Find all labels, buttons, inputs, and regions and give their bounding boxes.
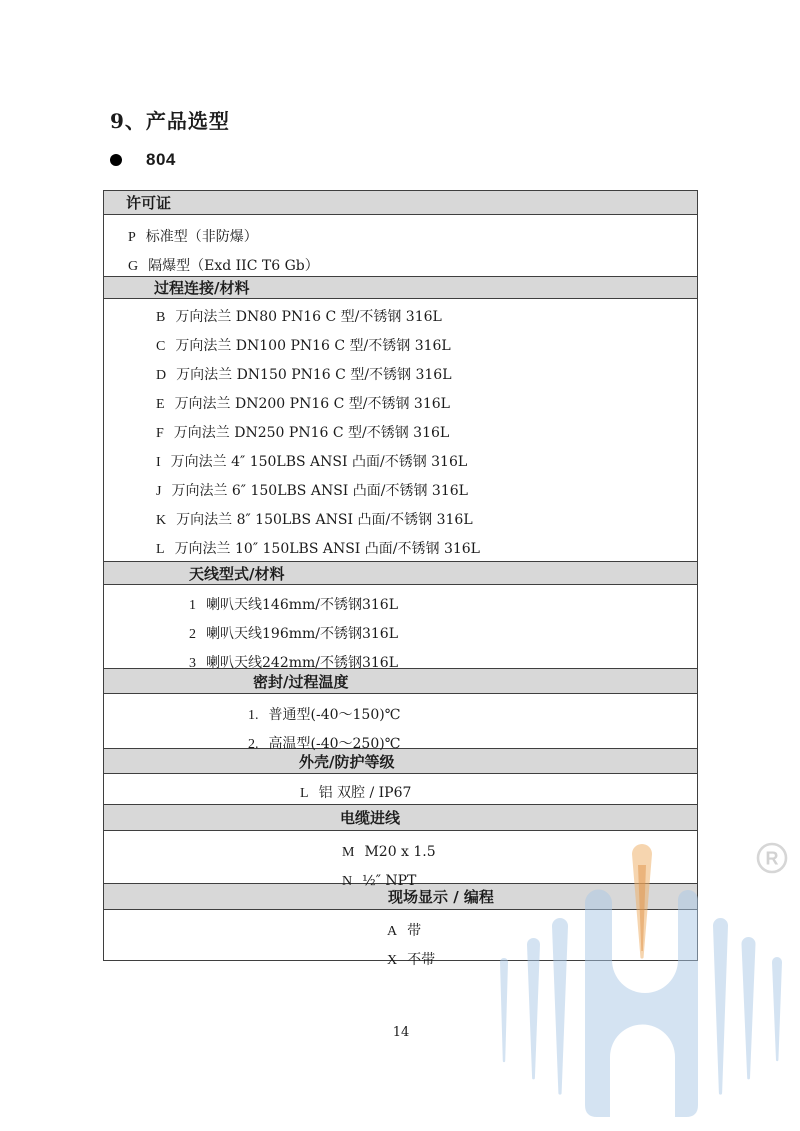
option-label: 万向法兰 8″ 150LBS ANSI 凸面/不锈钢 316L [176, 512, 473, 528]
option-code: 3 [189, 656, 196, 671]
registered-mark-icon [758, 844, 786, 872]
option-row [104, 701, 697, 730]
option-label: M20 x 1.5 [364, 844, 436, 860]
option-label: 铝 双腔 / IP67 [318, 785, 412, 801]
option-code: B [156, 310, 166, 325]
option-label: 万向法兰 DN100 PN16 C 型/不锈钢 316L [175, 338, 451, 354]
section-header [104, 883, 697, 910]
option-label: 不带 [407, 952, 436, 968]
option-code: C [156, 339, 166, 354]
option-label: 普通型(-40～150)℃ [268, 707, 401, 723]
section-header [104, 561, 697, 585]
section-header [104, 804, 697, 831]
option-label: 万向法兰 10″ 150LBS ANSI 凸面/不锈钢 316L [174, 541, 480, 557]
option-label: 标准型（非防爆） [145, 229, 258, 245]
option-label: 万向法兰 DN200 PN16 C 型/不锈钢 316L [174, 396, 450, 412]
option-code: F [156, 426, 164, 441]
option-row [104, 332, 697, 361]
option-code: A [387, 924, 398, 939]
section-header [104, 748, 697, 774]
option-code: L [156, 542, 165, 557]
option-code: 2. [248, 737, 259, 752]
section-body [104, 831, 697, 889]
watermark-bar-icon [713, 918, 728, 1095]
option-label: 万向法兰 DN150 PN16 C 型/不锈钢 316L [176, 367, 452, 383]
option-row [104, 620, 697, 649]
option-row [104, 390, 697, 419]
option-label: 带 [407, 923, 422, 939]
section-body [104, 774, 697, 804]
option-row [104, 591, 697, 620]
option-label: 万向法兰 6″ 150LBS ANSI 凸面/不锈钢 316L [171, 483, 468, 499]
option-row [104, 361, 697, 390]
option-label: 喇叭天线242mm/不锈钢316L [206, 655, 399, 671]
section-header [104, 191, 697, 215]
model-number: 804 [146, 150, 176, 169]
option-row [104, 946, 697, 975]
section-header-label: 现场显示 / 编程 [388, 888, 494, 906]
option-label: 万向法兰 DN80 PN16 C 型/不锈钢 316L [175, 309, 442, 325]
watermark-bar-icon [772, 957, 782, 1061]
model-heading [110, 150, 176, 170]
option-code: L [300, 786, 309, 801]
section-body [104, 299, 697, 561]
page-title: 9、产品选型 [110, 109, 230, 133]
section-header-label: 许可证 [126, 194, 172, 212]
option-code: D [156, 368, 167, 383]
option-row [104, 838, 697, 867]
option-label: ½″ NPT [362, 873, 417, 889]
option-label: 喇叭天线146mm/不锈钢316L [206, 597, 399, 613]
section-header-label: 过程连接/材料 [154, 279, 250, 297]
option-row [104, 303, 697, 332]
option-row [104, 448, 697, 477]
option-code: J [156, 484, 162, 499]
option-label: 喇叭天线196mm/不锈钢316L [206, 626, 399, 642]
option-code: P [128, 230, 136, 245]
option-code: X [387, 953, 398, 968]
option-row [104, 535, 697, 564]
section-header [104, 276, 697, 299]
option-code: I [156, 455, 161, 470]
section-body [104, 215, 697, 276]
page-number: 14 [392, 1025, 410, 1040]
option-code: 1. [248, 708, 259, 723]
option-code: 2 [189, 627, 196, 642]
option-label: 隔爆型（Exd IIC T6 Gb） [148, 258, 319, 274]
watermark-bar-icon [742, 937, 756, 1079]
option-code: G [128, 259, 139, 274]
bullet-icon [110, 154, 122, 166]
option-row [104, 419, 697, 448]
svg-text:R: R [765, 848, 779, 869]
option-label: 万向法兰 4″ 150LBS ANSI 凸面/不锈钢 316L [170, 454, 468, 470]
option-row [104, 917, 697, 946]
option-code: N [342, 874, 353, 889]
section-body [104, 585, 697, 671]
section-header-label: 外壳/防护等级 [299, 752, 395, 771]
product-selection-table [103, 190, 698, 968]
section-body [104, 694, 697, 752]
option-label: 高温型(-40～250)℃ [268, 736, 401, 752]
option-row [104, 477, 697, 506]
section-body [104, 910, 697, 968]
option-code: E [156, 397, 165, 412]
option-row [104, 223, 697, 252]
section-header-label: 密封/过程温度 [253, 672, 349, 691]
section-header-label: 电缆进线 [340, 809, 401, 827]
option-row [104, 506, 697, 535]
option-code: 1 [189, 598, 196, 613]
option-code: M [342, 845, 355, 860]
section-header-label: 天线型式/材料 [189, 564, 285, 583]
option-code: K [156, 513, 167, 528]
option-label: 万向法兰 DN250 PN16 C 型/不锈钢 316L [173, 425, 450, 441]
